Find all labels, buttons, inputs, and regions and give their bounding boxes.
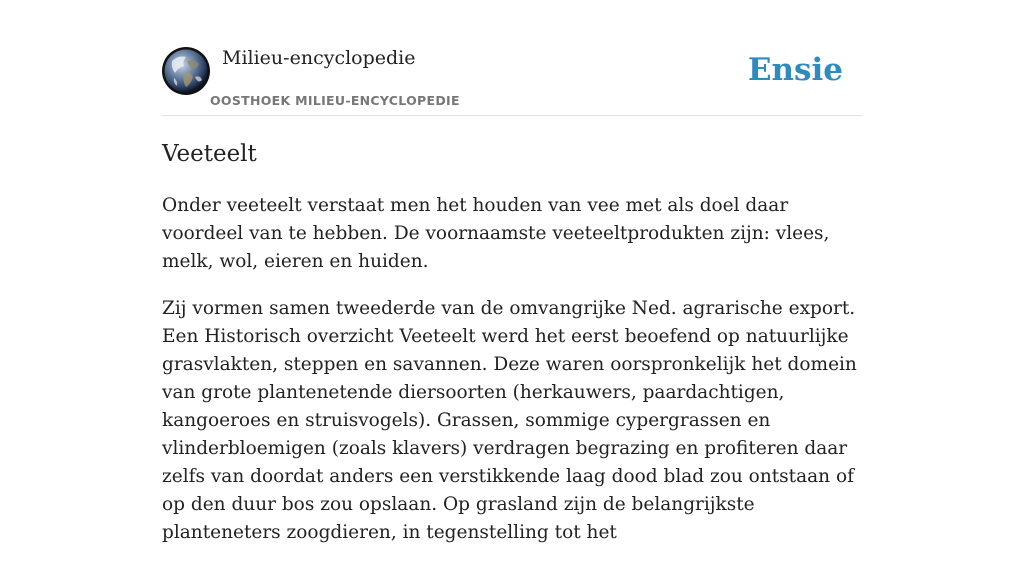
brand-logo-link[interactable]: Ensie	[747, 52, 843, 88]
source-subtitle: OOSTHOEK MILIEU-ENCYCLOPEDIE	[210, 93, 460, 108]
earth-globe-icon[interactable]	[162, 47, 210, 95]
article-body	[162, 192, 868, 566]
source-name[interactable]: Milieu-encyclopedie	[222, 47, 416, 69]
header	[162, 46, 862, 116]
article-paragraph: Zij vormen samen tweederde van de omvangrijke Ned. agrarische export. Een Historisch overzicht Veeteelt werd het eerst beoefend op natuurlijke grasvlakten, steppen en savannen. Deze waren oorspronkelijk het domein van grote plantenetende diersoorten (herkauwers, paardachtigen, kangoeroes en struisvogels). Grassen, sommige cypergrassen en vlinderbloemigen (zoals klavers) verdragen begrazing en profiteren daar zelfs van doordat anders een verstikkende laag dood blad zou ontstaan of op den duur bos zou opslaan. Op grasland zijn de belangrijkste planteneters zoogdieren, in tegenstelling tot het	[162, 298, 857, 543]
article-paragraph: Onder veeteelt verstaat men het houden van vee met als doel daar voordeel van te hebben. De voornaamste veeteeltprodukten zijn: vlees, melk, wol, eieren en huiden.	[162, 195, 830, 272]
article-title: Veeteelt	[162, 141, 257, 167]
header-divider	[162, 115, 862, 116]
